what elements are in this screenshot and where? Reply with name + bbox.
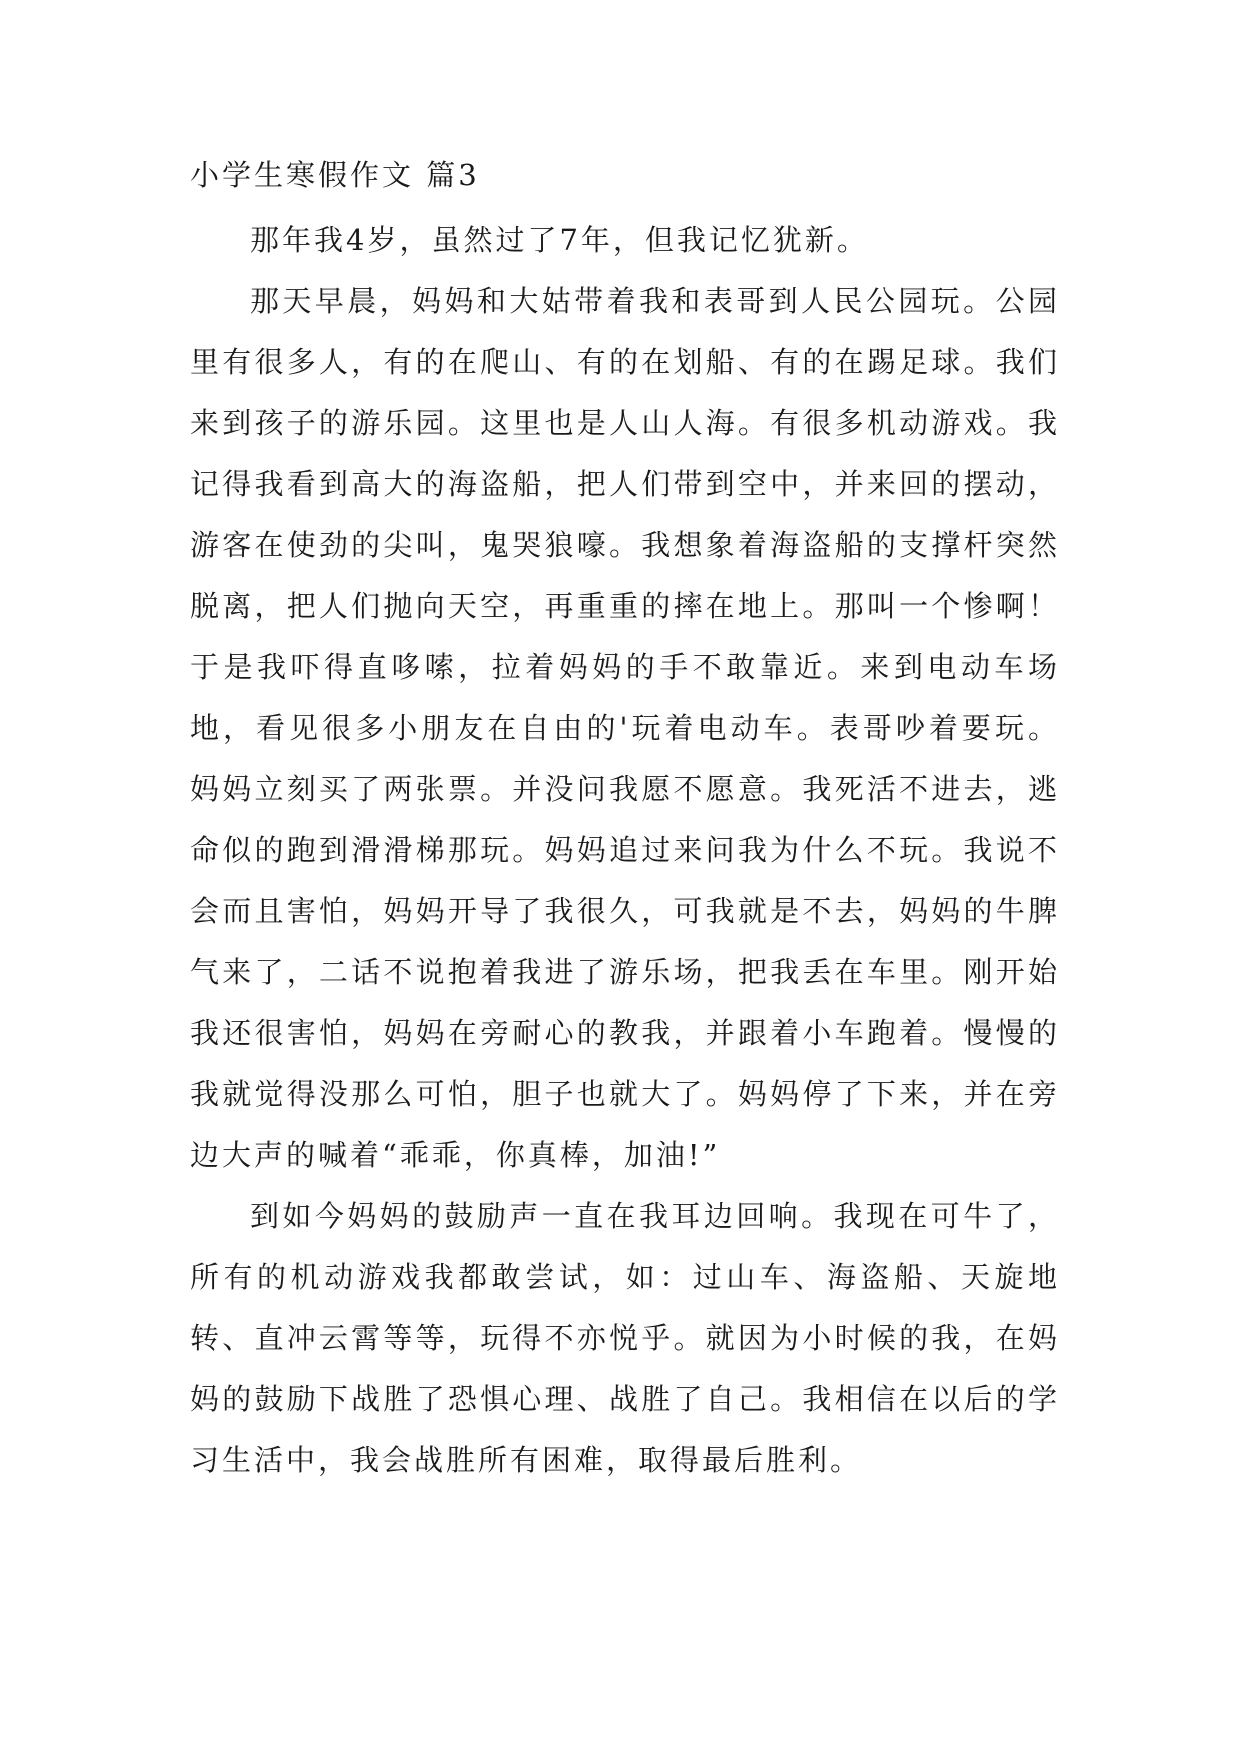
document-title: 小学生寒假作文 篇3 <box>190 158 480 192</box>
paragraph-2: 那天早晨，妈妈和大姑带着我和表哥到人民公园玩。公园里有很多人，有的在爬山、有的在划船、有的在踢足球。我们来到孩子的游乐园。这里也是人山人海。有很多机动游戏。我记得我看到高大的海盗船，把人们带到空中，并来回的摆动，游客在使劲的尖叫，鬼哭狼嚎。我想象着海盗船的支撑杆突然脱离，把人们抛向天空，再重重的摔在地上。那叫一个惨啊！于是我吓得直哆嗦，拉着妈妈的手不敢靠近。来到电动车场地，看见很多小朋友在自由的'玩着电动车。表哥吵着要玩。妈妈立刻买了两张票。并没问我愿不愿意。我死活不进去，逃命似的跑到滑滑梯那玩。妈妈追过来问我为什么不玩。我说不会而且害怕，妈妈开导了我很久，可我就是不去，妈妈的牛脾气来了，二话不说抱着我进了游乐场，把我丢在车里。刚开始我还很害怕，妈妈在旁耐心的教我，并跟着小车跑着。慢慢的我就觉得没那么可怕，胆子也就大了。妈妈停了下来，并在旁边大声的喊着“乖乖，你真棒，加油!” <box>190 284 1060 1172</box>
paragraph-1: 那年我4岁，虽然过了7年，但我记忆犹新。 <box>250 223 869 257</box>
paragraph-3: 到如今妈妈的鼓励声一直在我耳边回响。我现在可牛了，所有的机动游戏我都敢尝试，如：过山车、海盗船、天旋地转、直冲云霄等等，玩得不亦悦乎。就因为小时候的我，在妈妈的鼓励下战胜了恐惧心理、战胜了自己。我相信在以后的学习生活中，我会战胜所有困难，取得最后胜利。 <box>190 1199 1060 1477</box>
document-body <box>190 158 1060 1491</box>
